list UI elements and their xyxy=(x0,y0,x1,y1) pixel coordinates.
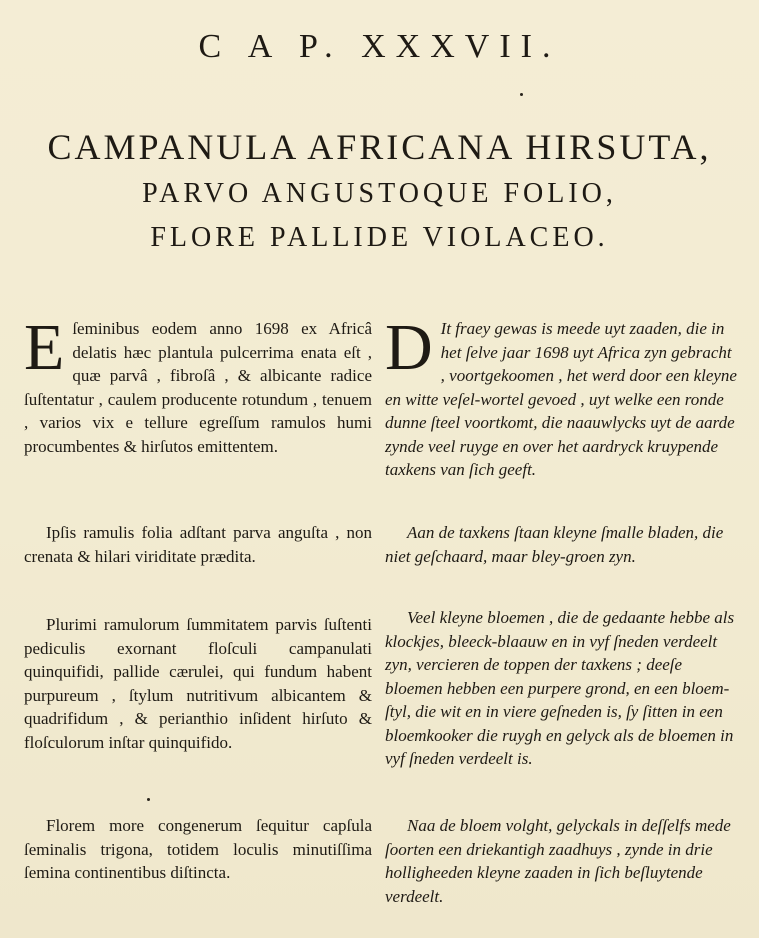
dutch-paragraph-3 xyxy=(385,606,739,771)
title-line-2: PARVO ANGUSTOQUE FOLIO, xyxy=(142,178,617,209)
latin-paragraph-4 xyxy=(24,814,372,885)
dutch-paragraph-1 xyxy=(385,311,739,482)
dutch-paragraph-2 xyxy=(385,521,739,568)
dutch-paragraph-2-text: Aan de taxkens ſtaan kleyne ſmalle bladen, die niet geſchaard, maar bley-groen zyn. xyxy=(385,523,724,566)
dutch-paragraph-3-text: Veel kleyne bloemen , die de gedaante hebbe als klockjes, bleeck-blaauw en in vyf ſneden verdeelt zyn, vercieren de toppen der taxkens ; deeſe bloemen hebben een purpere grond, en een bloem-ſtyl, die wit en in viere geſneden is, ſy ſitten in een bloemkooker die ruygh en gelyck als de bloemen in vyf ſneden verdeelt is. xyxy=(385,608,735,768)
dutch-paragraph-1-text: It fraey gewas is meede uyt zaaden, die in het ſelve jaar 1698 uyt Africa zyn gebracht , voortgekoomen , het werd door een kleyne en witte veſel-wortel gevoed , uyt welke een ronde dunne ſteel voortkomt, die naauwlycks uyt de aarde zynde veel ruyge en over het aardryck kruypende taxkens van ſich geeft. xyxy=(385,319,737,479)
ink-speck xyxy=(147,798,150,801)
latin-paragraph-3-text: Plurimi ramulorum ſummitatem parvis ſuſtenti pediculis exornant floſculi campanulati quinquifidi, pallide cærulei, qui fundum habent purpureum , ſtylum nutritivum albicantem & quadrifidum , & perianthio inſident hirſuto & floſculorum inſtar quinquifido. xyxy=(24,615,372,752)
chapter-heading: C A P. XXXVII. xyxy=(198,28,561,65)
dutch-paragraph-4 xyxy=(385,814,739,908)
latin-paragraph-2-text: Ipſis ramulis folia adſtant parva anguſta , non crenata & hilari viriditate prædita. xyxy=(24,523,372,566)
latin-paragraph-1-text: ſeminibus eodem anno 1698 ex Africâ delatis hæc plantula pulcerrima enata eſt , quæ parvâ , fibroſâ , & albicante radice ſuſtentatur , caulem producente rotundum , tenuem , varios vix e tellure egreſſum ramulos humi procumbentes & hirſutos emittentem. xyxy=(24,319,372,456)
latin-paragraph-3 xyxy=(24,613,372,754)
latin-paragraph-2 xyxy=(24,521,372,568)
latin-drop-cap: E xyxy=(24,311,65,384)
latin-paragraph-4-text: Florem more congenerum ſequitur capſula ſeminalis trigona, totidem loculis minutiſſima ſemina continentibus diſtincta. xyxy=(24,816,372,882)
dutch-drop-cap: D xyxy=(385,311,433,384)
title-line-1: CAMPANULA AFRICANA HIRSUTA, xyxy=(47,127,712,167)
title-line-3: FLORE PALLIDE VIOLACEO. xyxy=(150,222,609,253)
latin-paragraph-1 xyxy=(24,311,372,458)
ink-speck xyxy=(520,93,523,96)
dutch-paragraph-4-text: Naa de bloem volght, gelyckals in deſſelfs mede ſoorten een driekantigh zaadhuys , zynde in drie holligheeden kleyne zaaden in ſich beſluytende verdeelt. xyxy=(385,816,731,906)
